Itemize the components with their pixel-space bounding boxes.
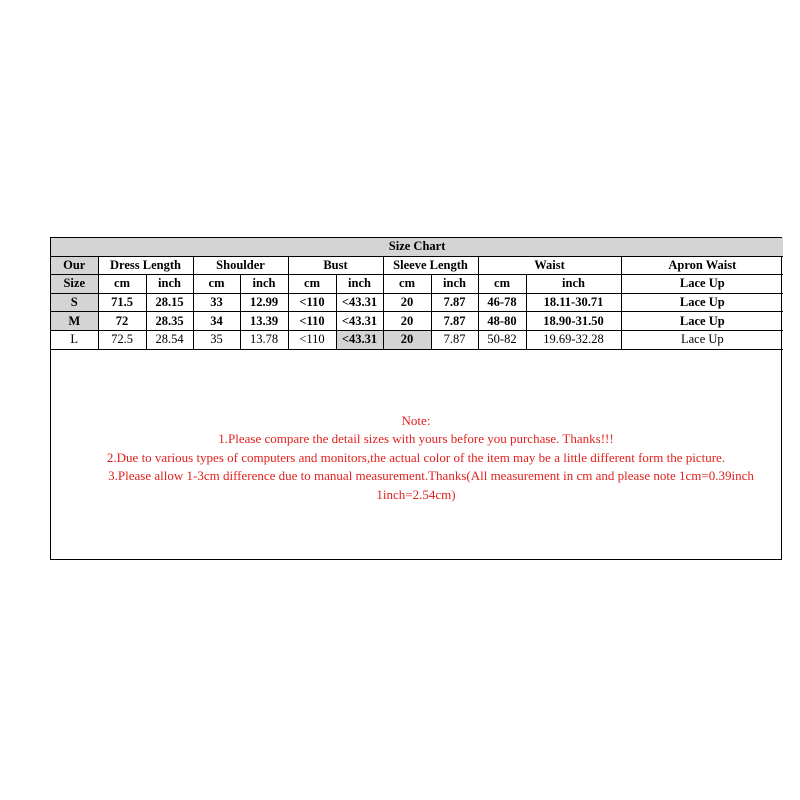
header-waist: Waist <box>478 256 621 275</box>
table-cell: 7.87 <box>431 330 478 349</box>
table-row-l <box>51 330 783 349</box>
unit-size-label: Size <box>51 275 98 294</box>
header-apron-waist: Apron Waist <box>621 256 783 275</box>
table-cell: <110 <box>288 312 336 331</box>
unit-cell: cm <box>98 275 146 294</box>
table-cell: 46-78 <box>478 293 526 312</box>
table-cell: Lace Up <box>621 312 783 331</box>
unit-cell: Lace Up <box>621 275 783 294</box>
table-cell: <43.31 <box>336 330 383 349</box>
unit-cell: cm <box>478 275 526 294</box>
size-label: L <box>51 330 98 349</box>
unit-row <box>51 275 783 294</box>
table-cell: 13.39 <box>240 312 288 331</box>
table-cell: 12.99 <box>240 293 288 312</box>
table-cell: 35 <box>193 330 240 349</box>
table-title: Size Chart <box>51 238 783 256</box>
note-line-1: 1.Please compare the detail sizes with yours before you purchase. Thanks!!! <box>218 431 614 447</box>
notes-block <box>51 412 781 504</box>
table-cell: 7.87 <box>431 312 478 331</box>
header-sleeve-length: Sleeve Length <box>383 256 478 275</box>
table-cell: 33 <box>193 293 240 312</box>
table-cell: <110 <box>288 293 336 312</box>
table-cell: <110 <box>288 330 336 349</box>
size-table <box>51 238 783 350</box>
group-header-row <box>51 256 783 275</box>
unit-cell: cm <box>383 275 431 294</box>
size-label: M <box>51 312 98 331</box>
table-cell: 72.5 <box>98 330 146 349</box>
table-cell: 19.69-32.28 <box>526 330 621 349</box>
header-dress-length: Dress Length <box>98 256 193 275</box>
table-cell: 28.35 <box>146 312 193 331</box>
unit-cell: inch <box>526 275 621 294</box>
size-table-body <box>51 238 783 349</box>
table-cell: 7.87 <box>431 293 478 312</box>
unit-cell: cm <box>193 275 240 294</box>
table-cell: <43.31 <box>336 293 383 312</box>
table-cell: 50-82 <box>478 330 526 349</box>
table-cell: 71.5 <box>98 293 146 312</box>
title-row <box>51 238 783 256</box>
table-cell: 28.54 <box>146 330 193 349</box>
table-cell: 18.90-31.50 <box>526 312 621 331</box>
table-cell: 28.15 <box>146 293 193 312</box>
header-bust: Bust <box>288 256 383 275</box>
unit-cell: inch <box>240 275 288 294</box>
table-cell: 34 <box>193 312 240 331</box>
unit-cell: inch <box>336 275 383 294</box>
table-cell: 20 <box>383 293 431 312</box>
size-label: S <box>51 293 98 312</box>
header-shoulder: Shoulder <box>193 256 288 275</box>
table-cell: 13.78 <box>240 330 288 349</box>
header-our: Our <box>51 256 98 275</box>
note-line-4: 1inch=2.54cm) <box>376 486 456 502</box>
table-cell: <43.31 <box>336 312 383 331</box>
size-chart <box>50 237 782 560</box>
unit-cell: inch <box>431 275 478 294</box>
note-heading: Note: <box>401 413 431 428</box>
table-cell: 48-80 <box>478 312 526 331</box>
table-cell: Lace Up <box>621 293 783 312</box>
table-cell: 18.11-30.71 <box>526 293 621 312</box>
unit-cell: cm <box>288 275 336 294</box>
table-cell: Lace Up <box>621 330 783 349</box>
unit-cell: inch <box>146 275 193 294</box>
table-cell: 20 <box>383 312 431 331</box>
table-row-s <box>51 293 783 312</box>
note-line-3: 3.Please allow 1-3cm difference due to manual measurement.Thanks(All measurement in cm and please note 1cm=0.39inch <box>108 468 754 484</box>
note-line-2: 2.Due to various types of computers and monitors,the actual color of the item may be a little different form the picture. <box>106 449 726 465</box>
table-row-m <box>51 312 783 331</box>
table-cell: 20 <box>383 330 431 349</box>
table-cell: 72 <box>98 312 146 331</box>
